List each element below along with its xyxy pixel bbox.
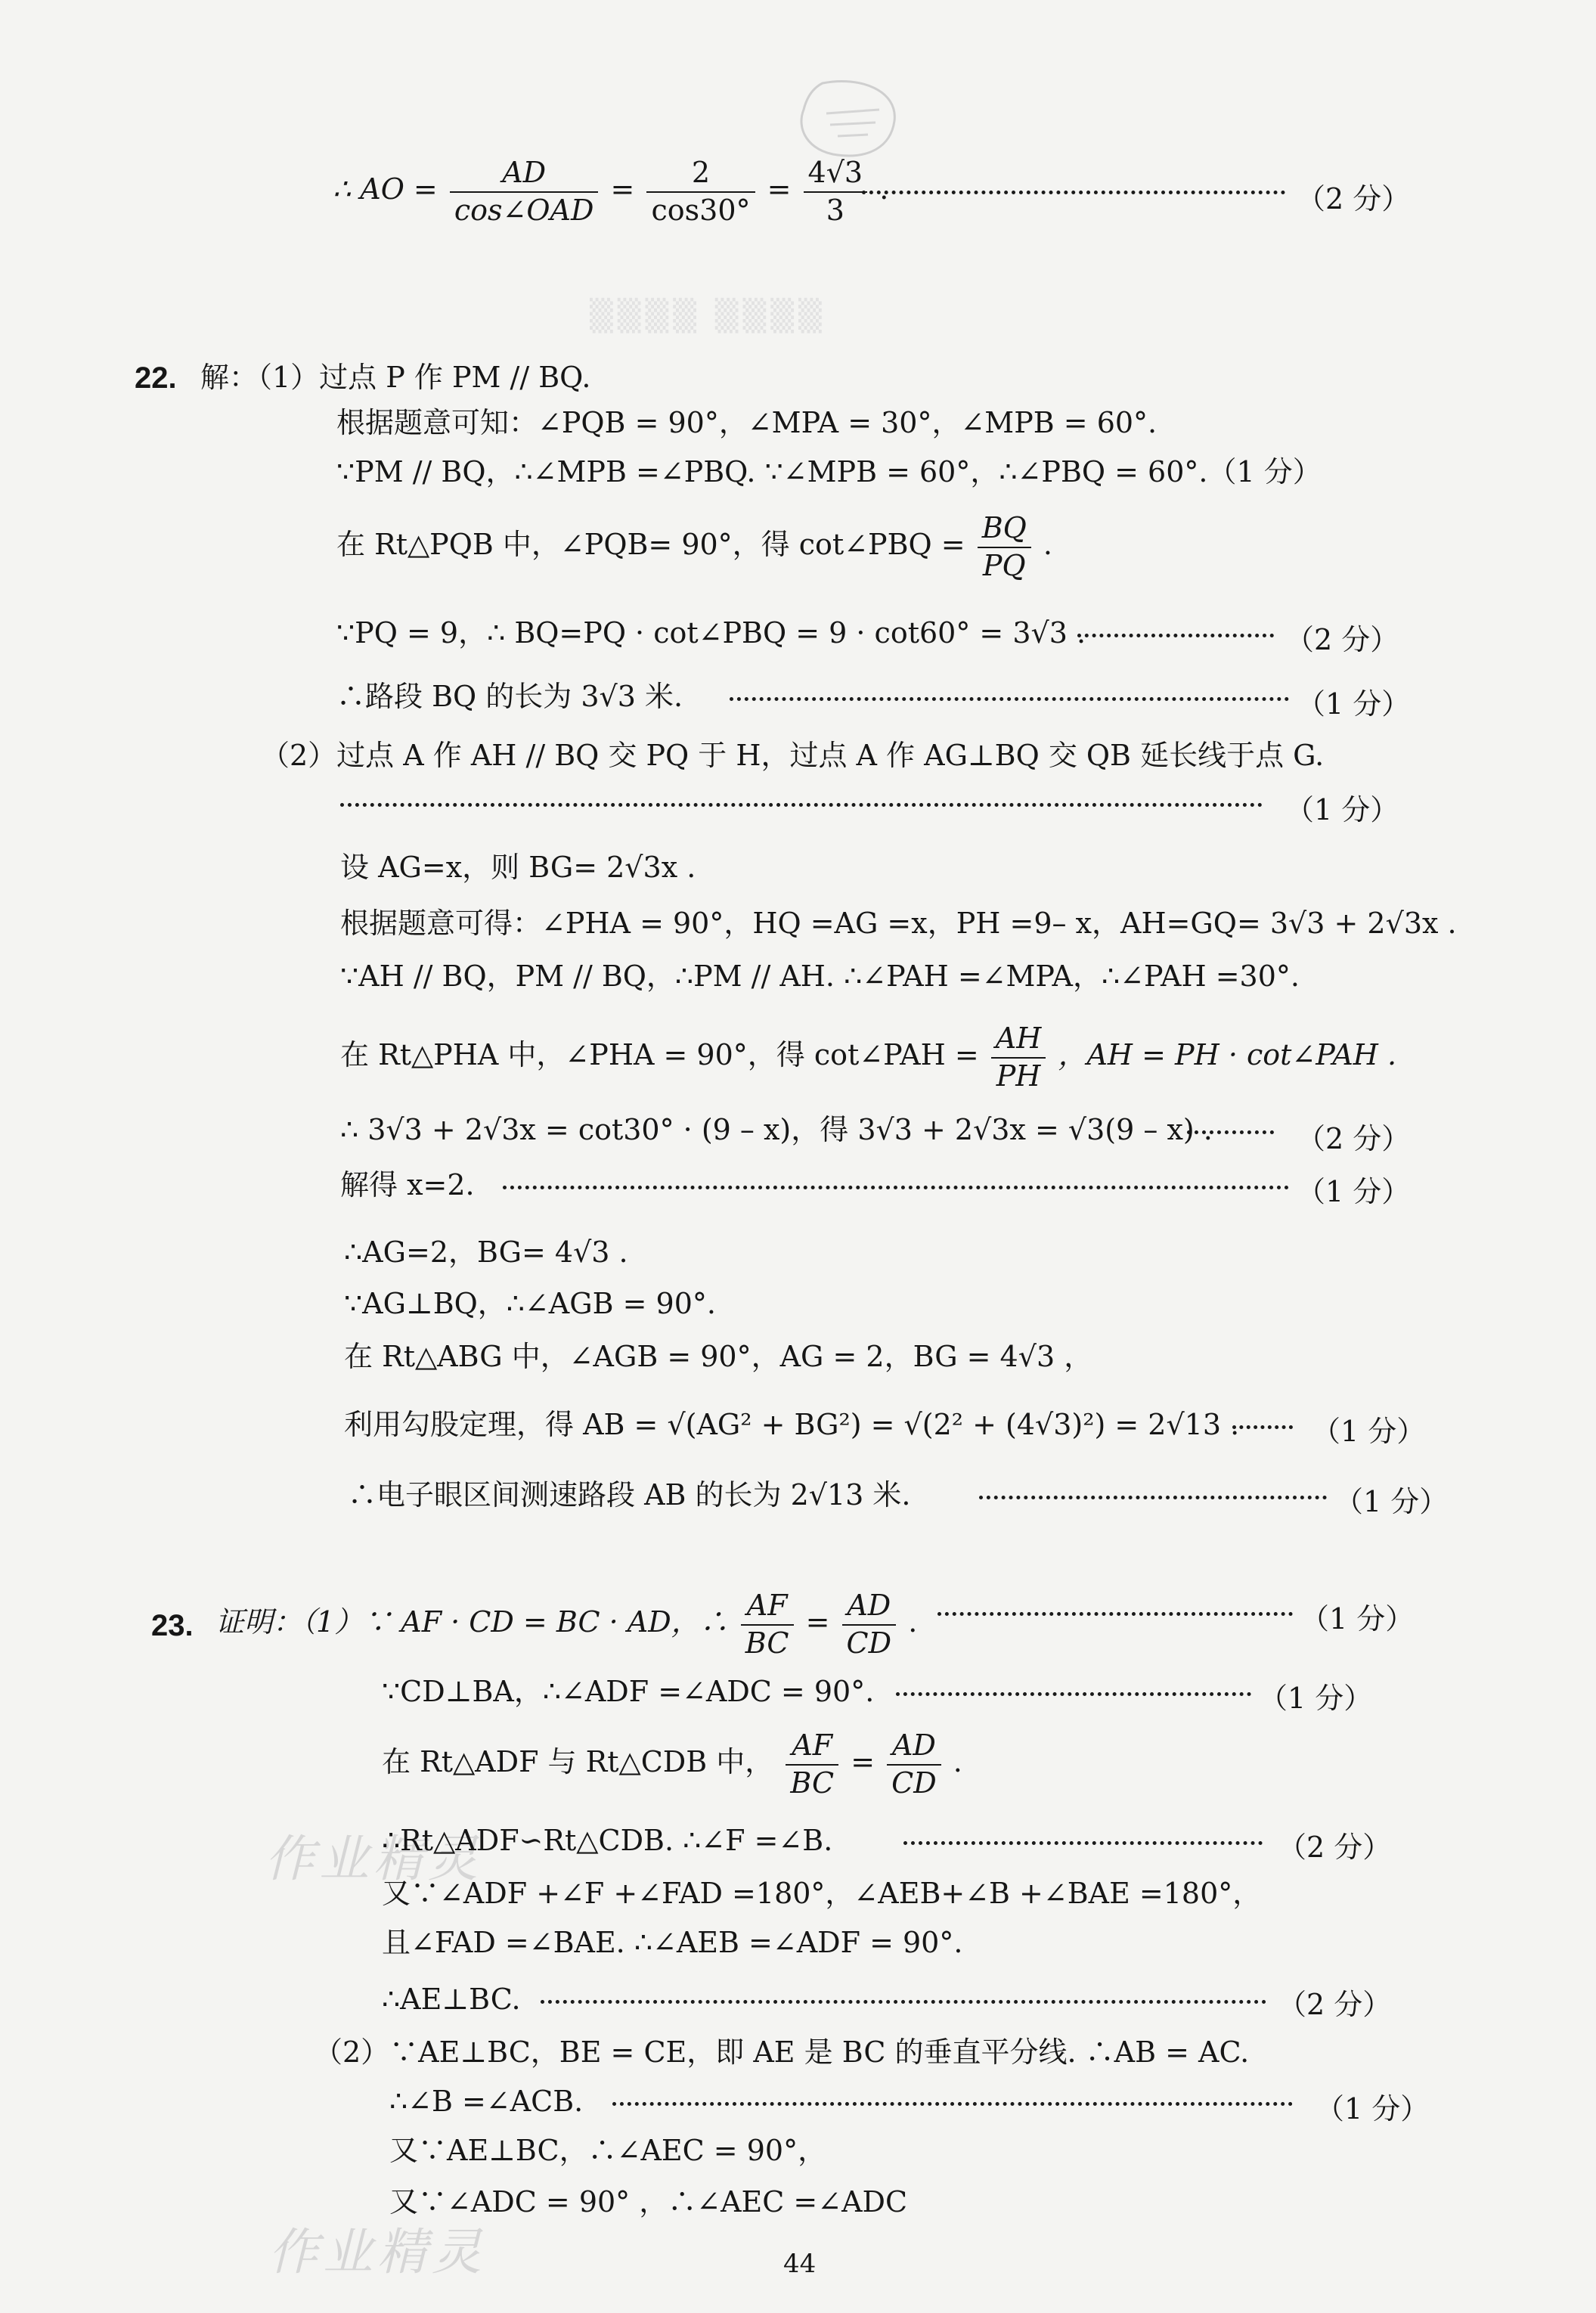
- q23-line-1: [215, 1588, 917, 1661]
- fraction-numerator: AD: [450, 155, 599, 193]
- score-label: （1 分）: [1259, 1682, 1373, 1715]
- score-label: （1 分）: [1334, 1485, 1449, 1518]
- q22-line-12: [340, 1021, 1396, 1094]
- fraction-denominator: PH: [996, 1059, 1041, 1093]
- leader-dots: [612, 2102, 1293, 2106]
- equation-ao-lead: ∴ AO =: [333, 172, 438, 206]
- equals-sign: =: [805, 1605, 830, 1639]
- fraction-ad-cos: [450, 155, 599, 228]
- q23-line-2: ∵CD⊥BA，∴∠ADF =∠ADC = 90°.: [382, 1675, 875, 1708]
- q22-line-13: ∴ 3√3 + 2√3x = cot30° · (9 – x)，得 3√3 + 2√3x = √3(9 – x) .: [340, 1113, 1213, 1146]
- leader-dots: [896, 1692, 1251, 1696]
- question-number-23: 23.: [151, 1609, 194, 1642]
- q22-line-19: ∴电子眼区间测速路段 AB 的长为 2√13 米.: [348, 1478, 911, 1512]
- leader-dots: [730, 697, 1289, 701]
- fraction-bq-pq: [978, 510, 1031, 584]
- leader-dots: [1187, 1130, 1274, 1134]
- score-label: （1 分）: [1297, 687, 1411, 721]
- equals-sign: =: [851, 1745, 875, 1778]
- watermark: 作业精灵: [268, 2223, 486, 2281]
- equals-sign: =: [610, 172, 635, 206]
- leader-dots: [979, 1496, 1327, 1499]
- score-label: （1 分）: [1297, 1175, 1411, 1208]
- score-label: （2 分）: [1297, 182, 1411, 215]
- fraction-numerator: AF: [786, 1728, 838, 1766]
- q22-line-14: 解得 x=2.: [340, 1168, 475, 1201]
- period: .: [1043, 528, 1052, 561]
- question-number-22: 22.: [135, 361, 177, 395]
- q23-line-4: ∴Rt△ADF∽Rt△CDB. ∴∠F =∠B.: [382, 1824, 833, 1857]
- fraction-denominator: 3: [826, 193, 844, 227]
- score-label: （1 分）: [1300, 1602, 1415, 1636]
- fraction-numerator: 2: [646, 155, 755, 193]
- fraction-4root3-3: [804, 155, 868, 228]
- fraction-denominator: BC: [745, 1626, 789, 1660]
- fraction-denominator: cos∠OAD: [454, 193, 594, 227]
- q22-line-2: 根据题意可知：∠PQB = 90°，∠MPA = 30°，∠MPB = 60°.: [336, 406, 1157, 439]
- q22-line-16: ∵AG⊥BQ，∴∠AGB = 90°.: [344, 1287, 716, 1320]
- q23-line-9: ∴∠B =∠ACB.: [389, 2085, 584, 2118]
- q22-line-12-tail: ，AH = PH · cot∠PAH .: [1058, 1038, 1397, 1071]
- leader-dots: [1077, 634, 1274, 637]
- leader-dots: [937, 1612, 1293, 1616]
- page-number: 44: [783, 2249, 817, 2279]
- score-label: （1 分）: [1316, 2092, 1430, 2125]
- fraction-numerator: 4√3: [804, 155, 868, 193]
- q23-line-11: 又∵∠ADC = 90° ，∴∠AEC =∠ADC: [389, 2185, 908, 2218]
- fraction-numerator: AF: [741, 1588, 794, 1626]
- q22-line-4: [336, 510, 1052, 584]
- watermark: 作业精灵: [265, 1830, 482, 1888]
- fraction-denominator: PQ: [982, 548, 1026, 582]
- q22-line-3: ∵PM // BQ，∴∠MPB =∠PBQ. ∵∠MPB = 60°，∴∠PBQ = 60°.（1 分）: [336, 455, 1322, 488]
- fraction-af-bc: [741, 1588, 794, 1661]
- leader-dots: [340, 803, 1263, 807]
- q22-line-12-text: 在 Rt△PHA 中，∠PHA = 90°，得 cot∠PAH =: [340, 1038, 979, 1071]
- leader-dots: [903, 1841, 1263, 1845]
- q22-line-6: ∴路段 BQ 的长为 3√3 米.: [336, 680, 683, 713]
- fraction-denominator: cos30°: [651, 193, 751, 227]
- q22-line-4-text: 在 Rt△PQB 中，∠PQB= 90°，得 cot∠PBQ =: [336, 528, 965, 561]
- fraction-numerator: BQ: [978, 510, 1031, 548]
- score-label: （1 分）: [1312, 1415, 1426, 1448]
- fraction-numerator: AD: [887, 1728, 941, 1766]
- fraction-denominator: CD: [846, 1626, 892, 1660]
- score-label: （1 分）: [1285, 793, 1399, 826]
- fraction-ah-ph: [991, 1021, 1046, 1094]
- score-label: （2 分）: [1278, 1831, 1392, 1864]
- leader-dots: [503, 1186, 1289, 1189]
- q23-line-3-text: 在 Rt△ADF 与 Rt△CDB 中，: [382, 1745, 774, 1778]
- q22-line-1: 解：（1）过点 P 作 PM // BQ.: [200, 361, 591, 394]
- fraction-2-cos30: [646, 155, 755, 228]
- score-label: （2 分）: [1278, 1988, 1392, 2021]
- q23-line-8: （2）∵AE⊥BC，BE = CE，即 AE 是 BC 的垂直平分线. ∴AB = AC.: [314, 2036, 1250, 2069]
- fraction-numerator: AH: [991, 1021, 1046, 1059]
- q22-line-7: （2）过点 A 作 AH // BQ 交 PQ 于 H，过点 A 作 AG⊥BQ 交 QB 延长线于点 G.: [261, 739, 1325, 772]
- leader-dots: [1232, 1425, 1293, 1429]
- fraction-denominator: BC: [790, 1766, 835, 1800]
- fraction-ad-cd: [842, 1588, 897, 1661]
- fraction-denominator: CD: [891, 1766, 937, 1800]
- q23-line-1-text: 证明：（1）∵ AF · CD = BC · AD，∴: [215, 1605, 729, 1639]
- score-label: （2 分）: [1285, 623, 1399, 656]
- q22-line-10: 根据题意可得：∠PHA = 90°，HQ =AG =x，PH =9– x，AH=GQ= 3√3 + 2√3x .: [340, 907, 1457, 940]
- q22-line-5: ∵PQ = 9，∴ BQ=PQ · cot∠PBQ = 9 · cot60° = 3√3 .: [336, 616, 1086, 650]
- q22-line-18: 利用勾股定理，得 AB = √(AG² + BG²) = √(2² + (4√3)²) = 2√13 .: [344, 1408, 1240, 1441]
- fraction-numerator: AD: [842, 1588, 897, 1626]
- period: .: [879, 172, 889, 206]
- q23-line-6: 且∠FAD =∠BAE. ∴∠AEB =∠ADF = 90°.: [382, 1926, 963, 1959]
- fraction-ad-cd: [887, 1728, 941, 1801]
- watermark-faint: ▒▒▒▒ ▒▒▒▒: [590, 299, 826, 333]
- equals-sign: =: [767, 172, 792, 206]
- q23-line-7: ∴AE⊥BC.: [382, 1983, 521, 2016]
- period: .: [953, 1745, 962, 1778]
- q22-line-17: 在 Rt△ABG 中，∠AGB = 90°，AG = 2，BG = 4√3 ，: [344, 1340, 1093, 1373]
- leader-dots: [541, 2000, 1266, 2004]
- q23-line-10: 又∵AE⊥BC，∴∠AEC = 90°，: [389, 2134, 827, 2167]
- q22-line-11: ∵AH // BQ，PM // BQ，∴PM // AH. ∴∠PAH =∠MPA，∴∠PAH =30°.: [340, 960, 1300, 993]
- stamp-logo-icon: [792, 76, 906, 166]
- q22-line-9: 设 AG=x，则 BG= 2√3x .: [340, 851, 696, 884]
- leader-dots: [862, 191, 1285, 194]
- q22-line-15: ∴AG=2，BG= 4√3 .: [344, 1236, 628, 1269]
- q23-line-3: [382, 1728, 962, 1801]
- score-label: （2 分）: [1297, 1122, 1411, 1155]
- q23-line-5: 又∵∠ADF +∠F +∠FAD =180°，∠AEB+∠B +∠BAE =180°，: [382, 1877, 1262, 1910]
- fraction-af-bc: [786, 1728, 838, 1801]
- period: .: [908, 1605, 918, 1639]
- equation-ao: [333, 155, 888, 228]
